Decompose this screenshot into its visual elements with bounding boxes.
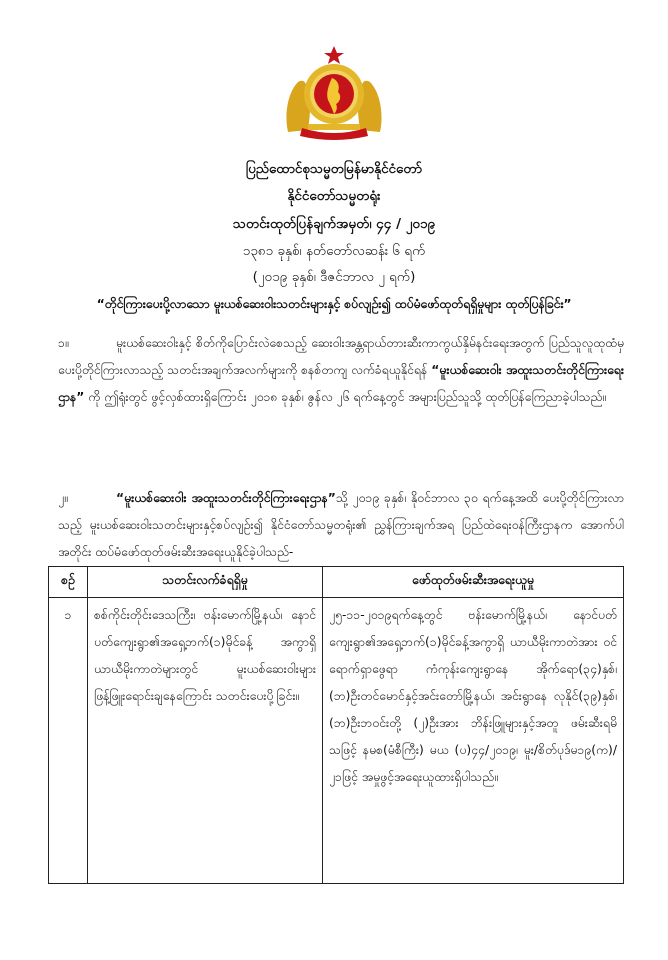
country-name: ပြည်ထောင်စုသမ္မတမြန်မာနိုင်ငံတော် — [245, 161, 423, 177]
paragraph-text: ကို ဤရုံးတွင် ဖွင့်လှစ်ထားရှိကြောင်း ၂၀၁၈ ခုနှစ်၊ ဇွန်လ ၂၆ ရက်နေ့တွင် အများပြည်သူသို့ ထုတ်ပြန်ကြေညာခဲ့ပါသည်။ — [88, 390, 607, 404]
paragraph-emphasis: “မူးယစ်ဆေးဝါး အထူးသတင်းတိုင်ကြားရေးဌာန” — [116, 491, 336, 505]
paragraph-emphasis: “မူးယစ်ဆေးဝါး အထူးသတင်းတိုင်ကြားရေးဌာန” — [58, 363, 624, 404]
row-number: ၁ — [49, 598, 88, 884]
paragraph-text: သို့ ၂၀၁၉ ခုနှစ်၊ နိုဝင်ဘာလ ၃၀ ရက်နေ့အထိ ပေးပို့တိုင်ကြားလာသည့် မူးယစ်ဆေးဝါးသတင်းများနှင့်စပ်လျဉ်း၍ နိုင်ငံတော်သမ္မတရုံး၏ ညွှန်ကြားချက်အရ ပြည်ထဲရေးဝန်ကြီးဌာနက အောက်ပါအတိုင်း ထပ်မံဖော်ထုတ်ဖမ်းဆီးအရေးယူနိုင်ခဲ့ပါသည်- — [58, 491, 624, 559]
column-header-no: စဉ် — [49, 567, 88, 598]
office-name: နိုင်ငံတော်သမ္မတရုံး — [287, 188, 381, 204]
gregorian-date: (၂၀၁၉ ခုနှစ်၊ ဒီဇင်ဘာလ ၂ ရက်) — [252, 269, 416, 285]
release-number: သတင်းထုတ်ပြန်ချက်အမှတ်၊ ၄၄ / ၂၀၁၉ — [232, 216, 436, 232]
row-action: ၂၅-၁၁-၂၀၁၉ရက်နေ့တွင် ဗန်းမောက်မြို့နယ်၊ နောင်ပတ်ကျေးရွာ၏အရှေ့ဘက်(၁)မိုင်ခန့်အကွာရှိ ယာယီမိုးကာတဲအား ဝင်ရောက်ရှာဖွေရာ ကံကုန်းကျေးရွာနေ အိုက်ရော(၃၄)နှစ်၊(ဘ)ဦးတင်မောင်နှင့်အင်းတော်မြို့နယ်၊ အင်းရွာနေ လုနိုင်(၃၉)နှစ်၊ (ဘ)ဦးဘဝင်းတို့ (၂)ဦးအား ဘိန်းဖြူများနှင့်အတူ ဖမ်းဆီးရမိသဖြင့် နမစ(မံစီကြီး) မယ (ပ)၄၄/၂၀၁၉၊ မူး/စိတ်ပုဒ်မ၁၉(က)/၂၁ဖြင့် အမှုဖွင့်အရေးယူထားရှိပါသည်။ — [323, 598, 624, 884]
release-title: “တိုင်ကြားပေးပို့လာသော မူးယစ်ဆေးဝါးသတင်းများနှင့် စပ်လျဉ်း၍ ထပ်မံဖော်ထုတ်ရရှိမှုများ ထုတ်ပြန်ခြင်း” — [96, 296, 572, 311]
row-news: စစ်ကိုင်းတိုင်းဒေသကြီး၊ ဗန်းမောက်မြို့နယ်၊ နောင်ပတ်ကျေးရွာ၏အရှေ့ဘက်(၁)မိုင်ခန့် အကွာရှိ ယာယီမိုးကာတဲများတွင် မူးယစ်ဆေးဝါးများ ဖြန့်ဖြူးရောင်းချနေကြောင်း သတင်းပေးပို့ခြင်း။ — [88, 598, 323, 884]
table-row — [49, 598, 624, 884]
results-table — [48, 566, 624, 884]
myanmar-date: ၁၃၈၁ ခုနှစ်၊ နတ်တော်လဆန်း ၆ ရက် — [242, 243, 426, 259]
paragraph-2 — [58, 485, 624, 566]
paragraph-number: ၂။ — [58, 491, 68, 505]
paragraph-text: မူးယစ်ဆေးဝါးနှင့် စိတ်ကိုပြောင်းလဲစေသည့် ဆေးဝါးအန္တရာယ်တားဆီးကာကွယ်နှိမ်နင်းရေးအတွက် ပြည်သူလူထုထံမှ ပေးပို့တိုင်ကြားလာသည့် သတင်းအချက်အလက်များကို စနစ်တကျ လက်ခံရယူနိုင်ရန် — [58, 336, 624, 377]
column-header-news: သတင်းလက်ခံရရှိမှု — [88, 567, 323, 598]
table-header-row — [49, 567, 624, 598]
paragraph-number: ၁။ — [58, 336, 69, 350]
column-header-action: ဖော်ထုတ်ဖမ်းဆီးအရေးယူမှု — [323, 567, 624, 598]
state-seal-icon — [282, 44, 386, 144]
paragraph-1 — [58, 330, 624, 411]
